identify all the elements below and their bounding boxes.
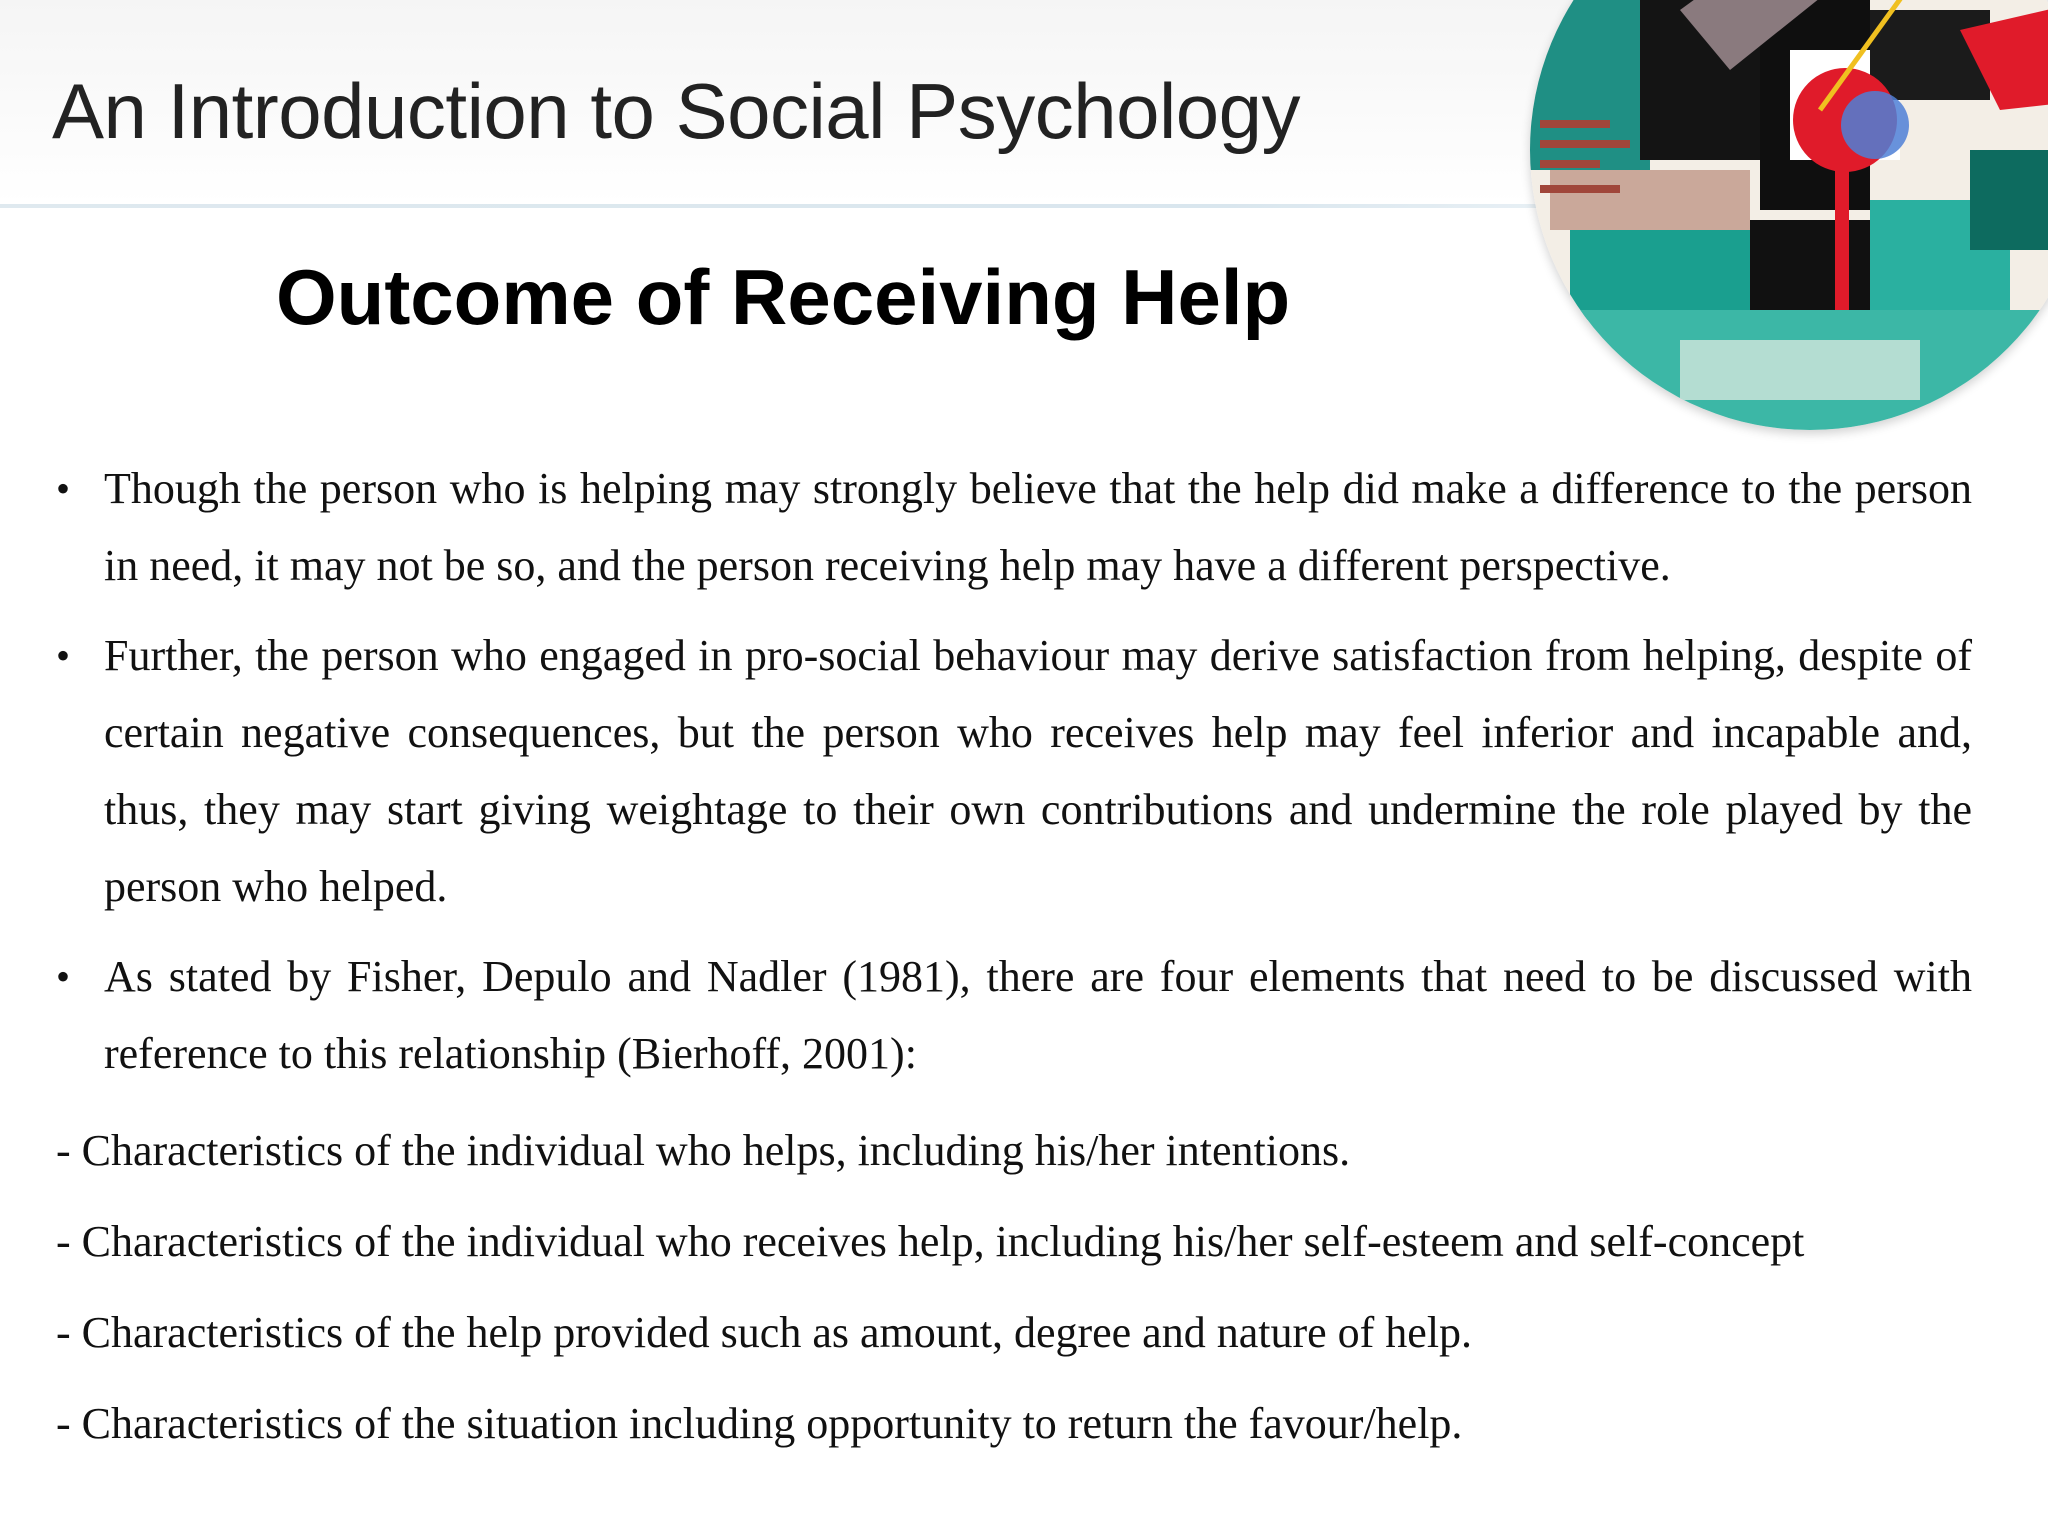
bullet-list: [56, 450, 1972, 1105]
bullet-item: [56, 450, 1972, 604]
bullet-text: Further, the person who engaged in pro-social behaviour may derive satisfaction from helping, despite of certain negative consequences, but the person who receives help may feel inferior and incapable and, thus, they may start giving weightage to their own contributions and undermine the role played by the person who helped.: [104, 631, 1972, 911]
bullet-item: [56, 617, 1972, 925]
bullet-glyph: •: [56, 954, 71, 999]
dash-item: - Characteristics of the situation including opportunity to return the favour/help.: [56, 1399, 1463, 1448]
bullet-glyph: •: [56, 633, 71, 678]
dash-list: [56, 1105, 1972, 1469]
bullet-item: [56, 938, 1972, 1092]
bullet-text: Though the person who is helping may strongly believe that the help did make a difference to the person in need, it may not be so, and the person receiving help may have a different perspective.: [104, 464, 1972, 590]
bullet-text: As stated by Fisher, Depulo and Nadler (1981), there are four elements that need to be discussed with reference to this relationship (Bierhoff, 2001):: [104, 952, 1972, 1078]
dash-item: - Characteristics of the individual who helps, including his/her intentions.: [56, 1126, 1351, 1175]
book-title: An Introduction to Social Psychology: [52, 67, 1301, 155]
cover-art-image: [1530, 0, 2048, 430]
bullet-glyph: •: [56, 466, 71, 511]
slide-heading: Outcome of Receiving Help: [276, 253, 1291, 341]
dash-item: - Characteristics of the individual who receives help, including his/her self-esteem and self-concept: [56, 1217, 1805, 1266]
dash-item: - Characteristics of the help provided such as amount, degree and nature of help.: [56, 1308, 1473, 1357]
